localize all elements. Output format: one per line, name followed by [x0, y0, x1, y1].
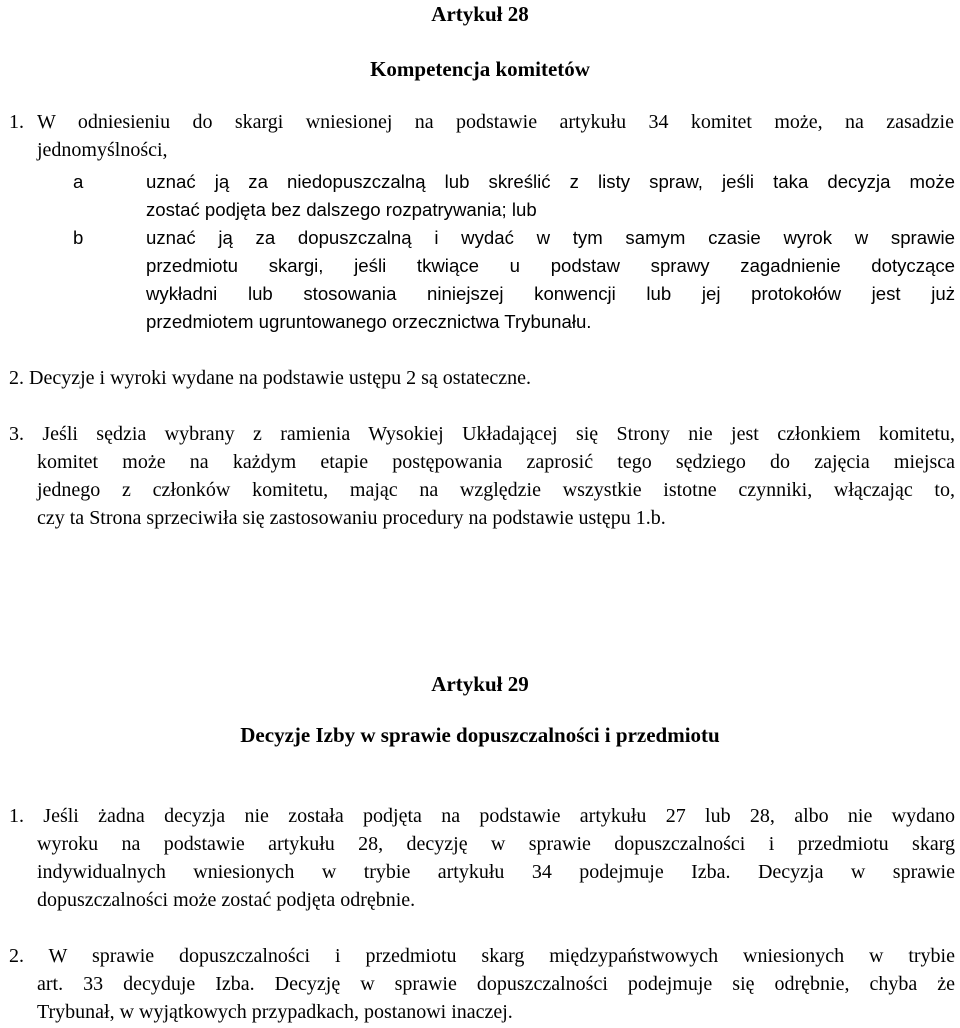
article-29-subtitle: Decyzje Izby w sprawie dopuszczalności i przedmiotu	[240, 723, 720, 747]
list-item-b-line: przedmiotem ugruntowanego orzecznictwa Trybunału.	[146, 311, 592, 332]
paragraph-2: 2. Decyzje i wyroki wydane na podstawie ustępu 2 są ostateczne.	[9, 367, 532, 389]
paragraph-line: 2. W sprawie dopuszczalności i przedmiotu skarg międzypaństwowych wniesionych w trybie	[9, 945, 955, 967]
paragraph-3-line: 3. Jeśli sędzia wybrany z ramienia Wysokiej Układającej się Strony nie jest członkiem komitetu,	[9, 423, 955, 445]
list-label-a: a	[73, 171, 84, 192]
article-28-title: Artykuł 28	[431, 2, 529, 26]
article-29-title: Artykuł 29	[431, 672, 529, 696]
list-item-a-line: uznać ją za niedopuszczalną lub skreślić z listy spraw, jeśli taka decyzja może	[146, 171, 955, 192]
list-item-b-line: wykładni lub stosowania niniejszej konwencji lub jej protokołów jest już	[146, 283, 955, 304]
paragraph-line: 1. Jeśli żadna decyzja nie została podjęta na podstawie artykułu 27 lub 28, albo nie wydano	[9, 805, 955, 827]
paragraph-line: Trybunał, w wyjątkowych przypadkach, postanowi inaczej.	[37, 1001, 513, 1023]
paragraph-3-line: jednego z członków komitetu, mając na względzie wszystkie istotne czynniki, włączając to,	[37, 479, 955, 501]
paragraph-line: jednomyślności,	[37, 139, 168, 161]
list-item-b-line: przedmiotu skargi, jeśli tkwiące u podstaw sprawy zagadnienie dotyczące	[146, 255, 955, 276]
paragraph-3-line: czy ta Strona sprzeciwiła się zastosowaniu procedury na podstawie ustępu 1.b.	[37, 507, 666, 529]
list-item-b-line: uznać ją za dopuszczalną i wydać w tym samym czasie wyrok w sprawie	[146, 227, 955, 248]
list-label-b: b	[73, 227, 84, 248]
paragraph-line: wyroku na podstawie artykułu 28, decyzję w sprawie dopuszczalności i przedmiotu skarg	[37, 833, 955, 855]
paragraph-line: dopuszczalności może zostać podjęta odrębnie.	[37, 889, 416, 911]
article-28-subtitle: Kompetencja komitetów	[370, 57, 590, 81]
paragraph-number: 1.	[9, 111, 24, 133]
list-item-a-line: zostać podjęta bez dalszego rozpatrywania; lub	[146, 199, 537, 220]
paragraph-line: W odniesieniu do skargi wniesionej na podstawie artykułu 34 komitet może, na zasadzie	[37, 111, 954, 133]
paragraph-3-line: komitet może na każdym etapie postępowania zaprosić tego sędziego do zajęcia miejsca	[37, 451, 955, 473]
paragraph-line: art. 33 decyduje Izba. Decyzję w sprawie dopuszczalności podejmuje się odrębnie, chyba że	[37, 973, 955, 995]
paragraph-line: indywidualnych wniesionych w trybie artykułu 34 podejmuje Izba. Decyzja w sprawie	[37, 861, 955, 883]
